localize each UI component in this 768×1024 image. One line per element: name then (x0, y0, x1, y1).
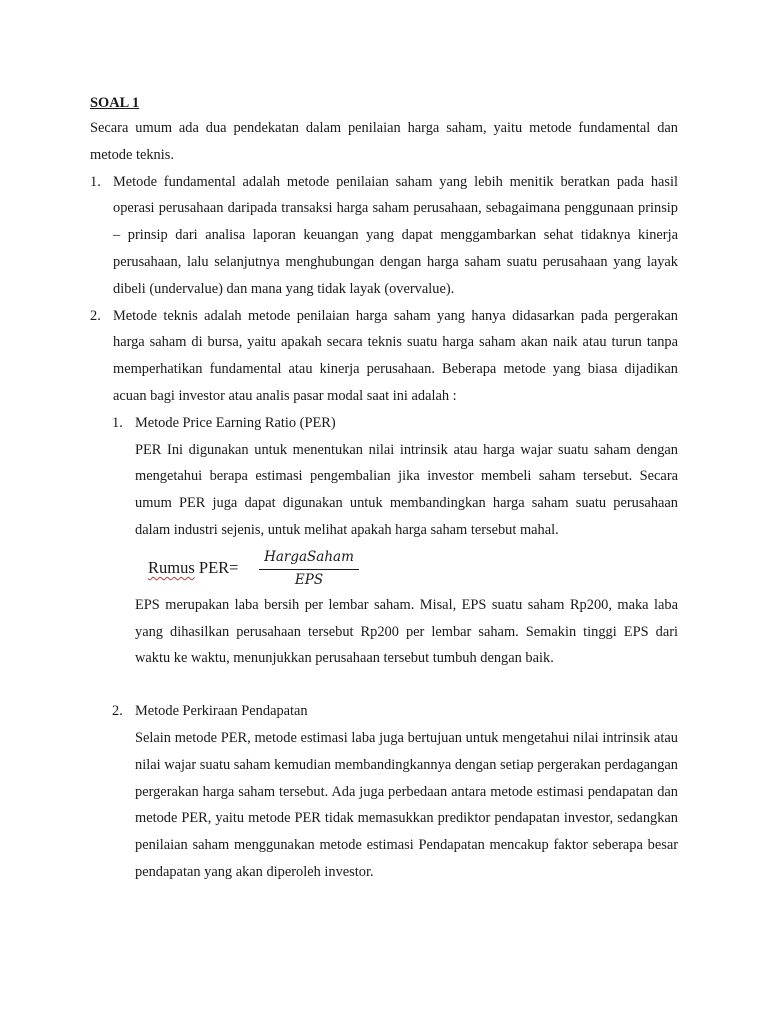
formula-denominator: EPS (294, 571, 324, 588)
formula-numerator: HargaSaham (264, 548, 354, 565)
method-list (90, 169, 678, 886)
formula-per-word: PER (198, 557, 230, 577)
sublist-item-paragraph: Selain metode PER, metode estimasi laba juga bertujuan untuk mengetahui nilai intrinsik atau nilai wajar suatu saham kemudian membandingkannya dengan setiap pergerakan perdagangan pergerakan harga saham tersebut. Ada juga perbedaan antara metode estimasi pendapatan dan metode PER, yaitu metode PER tidak memasukkan prediktor pendapatan investor, sedangkan penilaian saham menggunakan metode estimasi Pendapatan mencakup faktor seberapa besar pendapatan yang akan diperoleh investor. (135, 729, 678, 880)
sublist-item-title: Metode Price Earning Ratio (PER) (135, 414, 336, 431)
list-number: 1. (90, 173, 101, 190)
intro-paragraph: Secara umum ada dua pendekatan dalam penilaian harga saham, yaitu metode fundamental dan metode teknis. (90, 120, 678, 163)
list-number: 2. (90, 307, 101, 324)
sublist-item-pendapatan (90, 698, 678, 886)
formula-fraction (259, 548, 359, 590)
blank-line (90, 672, 678, 698)
technical-method-sublist (90, 410, 678, 886)
sublist-item-per (90, 410, 678, 672)
list-item-fundamental (90, 169, 678, 303)
formula-rumus-word: Rumus (148, 557, 195, 577)
formula-left-side (148, 558, 238, 578)
sublist-item-title: Metode Perkiraan Pendapatan (135, 703, 308, 720)
sublist-item-paragraph: EPS merupakan laba bersih per lembar saham. Misal, EPS suatu saham Rp200, maka laba yang dihasilkan perusahaan tersebut Rp200 per lembar saham. Semakin tinggi EPS dari waktu ke waktu, menunjukkan perusahaan tersebut tumbuh dengan baik. (135, 596, 678, 667)
sublist-item-paragraph: PER Ini digunakan untuk menentukan nilai intrinsik atau harga wajar suatu saham dengan mengetahui berapa estimasi pengembalian jika investor membeli saham tersebut. Secara umum PER juga dapat digunakan untuk membandingkan harga saham suatu perusahaan dalam industri sejenis, untuk melihat apakah harga saham tersebut mahal. (135, 441, 678, 538)
list-item-technical (90, 303, 678, 886)
fraction-bar (259, 569, 359, 570)
document-body (90, 92, 678, 886)
formula-equals: = (229, 557, 239, 577)
sublist-number: 1. (112, 414, 123, 431)
per-formula (146, 548, 678, 592)
section-heading: SOAL 1 (90, 95, 140, 111)
list-item-text: Metode teknis adalah metode penilaian harga saham yang hanya didasarkan pada pergerakan harga saham di bursa, yaitu apakah secara teknis suatu harga saham akan naik atau turun tanpa memperhatikan fundamental atau kinerja perusahaan. Beberapa metode yang biasa dijadikan acuan bagi investor atau analis pasar modal saat ini adalah : (113, 307, 678, 404)
list-item-text: Metode fundamental adalah metode penilaian saham yang lebih menitik beratkan pada hasil operasi perusahaan daripada transaksi harga saham perusahaan, sebagaimana penggunaan prinsip – prinsip dari analisa laporan keuangan yang dapat menggambarkan sehat tidaknya kinerja perusahaan, lalu selanjutnya menghubungan dengan harga saham suatu perusahaan yang layak dibeli (undervalue) dan mana yang tidak layak (overvalue). (113, 173, 678, 297)
sublist-number: 2. (112, 703, 123, 720)
